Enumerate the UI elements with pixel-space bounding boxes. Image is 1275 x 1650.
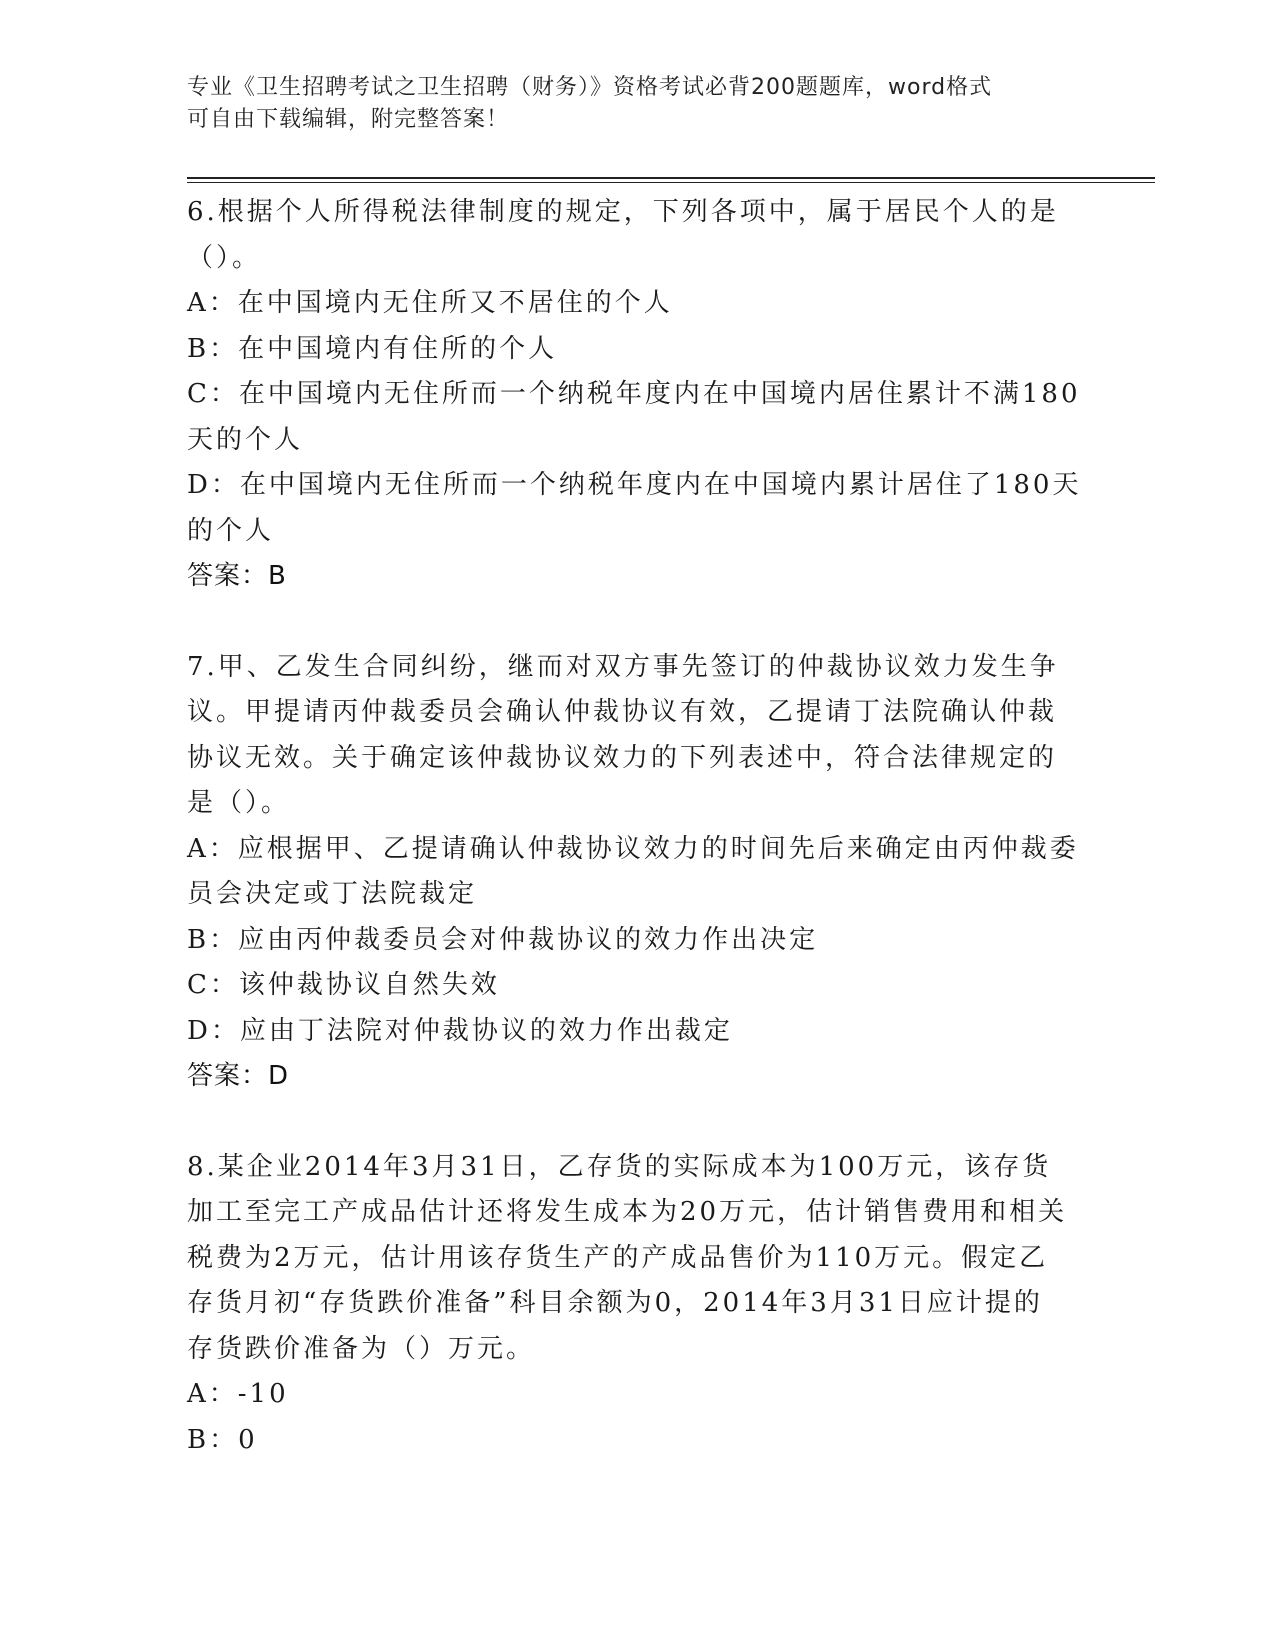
option-d: D：在中国境内无住所而一个纳税年度内在中国境内累计居住了180天 (187, 470, 1082, 500)
question-stem-line: 议。甲提请丙仲裁委员会确认仲裁协议有效，乙提请丁法院确认仲裁 (187, 697, 1058, 727)
question-spacer (187, 1100, 1087, 1145)
header-divider-thick (187, 177, 1155, 179)
question-stem-line: 税费为2万元，估计用该存货生产的产成品售价为110万元。假定乙 (187, 1242, 1049, 1273)
answer-label: 答案：B (187, 561, 287, 591)
answer-label: 答案：D (187, 1061, 290, 1091)
option-c: C：该仲裁协议自然失效 (187, 970, 500, 1000)
header-line-2: 可自由下载编辑，附完整答案！ (187, 107, 510, 132)
option-b: B：0 (187, 1424, 258, 1455)
question-8 (187, 1145, 1087, 1464)
option-c: C：在中国境内无住所而一个纳税年度内在中国境内居住累计不满180 (187, 379, 1081, 409)
option-a: A：-10 (187, 1379, 289, 1409)
question-stem-line: 存货月初“存货跌价准备”科目余额为0，2014年3月31日应计提的 (187, 1288, 1043, 1318)
option-d-continued: 的个人 (187, 515, 275, 546)
option-a: A：应根据甲、乙提请确认仲裁协议效力的时间先后来确定由丙仲裁委 (187, 833, 1079, 864)
option-a-continued: 员会决定或丁法院裁定 (187, 879, 478, 909)
question-stem-line: （）。 (187, 242, 262, 273)
question-7 (187, 645, 1087, 1100)
question-stem-line: 加工至完工产成品估计还将发生成本为20万元，估计销售费用和相关 (187, 1197, 1068, 1227)
option-c-continued: 天的个人 (187, 424, 304, 455)
option-a: A：在中国境内无住所又不居住的个人 (187, 288, 673, 318)
question-stem-line: 7.甲、乙发生合同纠纷，继而对双方事先签订的仲裁协议效力发生争 (187, 651, 1059, 682)
option-b: B：在中国境内有住所的个人 (187, 333, 558, 364)
header-line-1: 专业《卫生招聘考试之卫生招聘（财务）》资格考试必背200题题库，word格式 (187, 75, 993, 100)
document-header (187, 72, 1087, 136)
question-stem-line: 8.某企业2014年3月31日，乙存货的实际成本为100万元，该存货 (187, 1151, 1052, 1182)
option-d: D：应由丁法院对仲裁协议的效力作出裁定 (187, 1015, 733, 1046)
option-b: B：应由丙仲裁委员会对仲裁协议的效力作出决定 (187, 924, 819, 955)
question-spacer (187, 600, 1087, 645)
header-divider-thin (187, 182, 1155, 183)
question-stem-line: 协议无效。关于确定该仲裁协议效力的下列表述中，符合法律规定的 (187, 742, 1058, 773)
question-stem-line: 存货跌价准备为（）万元。 (187, 1333, 536, 1364)
question-list (187, 190, 1087, 1463)
question-stem-line: 6.根据个人所得税法律制度的规定，下列各项中，属于居民个人的是 (187, 197, 1059, 227)
question-6 (187, 190, 1087, 600)
question-stem-line: 是（）。 (187, 788, 291, 818)
